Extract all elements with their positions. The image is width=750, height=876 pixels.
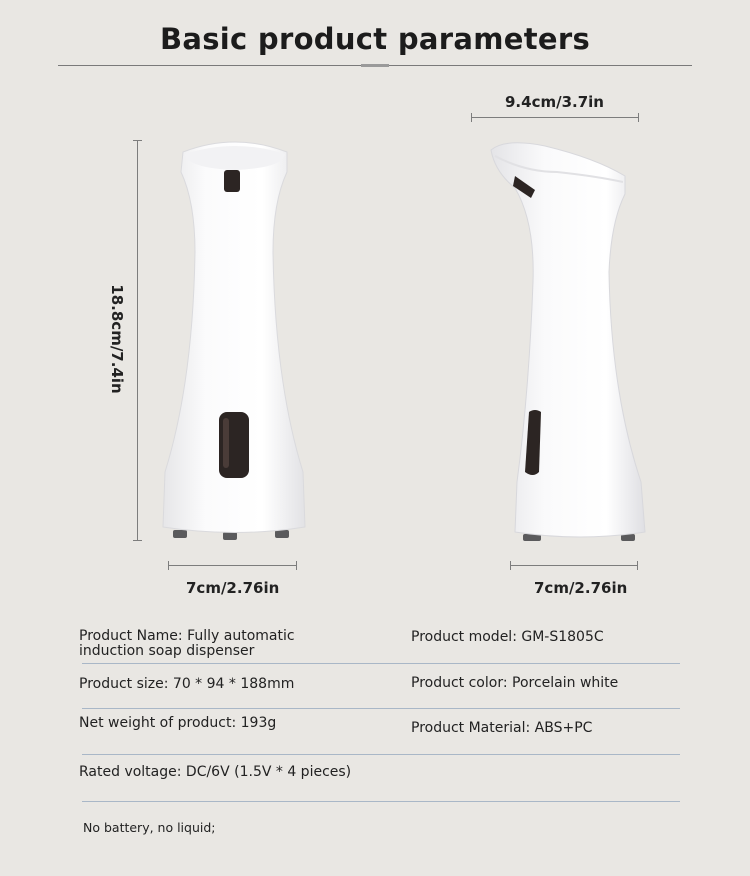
spec-divider-2 xyxy=(82,708,680,709)
height-dimension-tick-top xyxy=(133,140,142,141)
side-width-tick-left xyxy=(510,561,511,570)
front-width-tick-right xyxy=(296,561,297,570)
side-width-tick-right xyxy=(637,561,638,570)
product-size-spec: Product size: 70 * 94 * 188mm xyxy=(79,676,295,692)
product-model-spec: Product model: GM-S1805C xyxy=(411,629,604,645)
front-width-tick-left xyxy=(168,561,169,570)
front-view-dispenser-image xyxy=(155,132,315,547)
side-depth-label: 9.4cm/3.7in xyxy=(505,93,604,111)
side-width-label: 7cm/2.76in xyxy=(534,579,628,597)
page-title: Basic product parameters xyxy=(159,22,591,56)
product-material-spec: Product Material: ABS+PC xyxy=(411,720,593,736)
spec-divider-1 xyxy=(82,663,680,664)
spec-divider-3 xyxy=(82,754,680,755)
product-name-line1: Product Name: Fully automatic xyxy=(79,628,295,644)
spec-divider-4 xyxy=(82,801,680,802)
net-weight-spec: Net weight of product: 193g xyxy=(79,715,277,731)
height-dimension-line xyxy=(137,140,138,540)
front-width-dimension-line xyxy=(168,565,297,566)
front-width-label: 7cm/2.76in xyxy=(186,579,280,597)
title-divider-mark xyxy=(361,64,389,67)
rated-voltage-spec: Rated voltage: DC/6V (1.5V * 4 pieces) xyxy=(79,764,352,780)
product-name-spec xyxy=(79,629,295,659)
height-dimension-label: 18.8cm/7.4in xyxy=(108,284,126,394)
side-depth-dimension-line xyxy=(471,117,639,118)
height-dimension-tick-bottom xyxy=(133,540,142,541)
product-name-line2: induction soap dispenser xyxy=(79,643,255,659)
product-color-spec: Product color: Porcelain white xyxy=(411,675,619,691)
side-depth-tick-right xyxy=(638,113,639,122)
battery-liquid-note: No battery, no liquid; xyxy=(83,820,216,835)
side-depth-tick-left xyxy=(471,113,472,122)
side-view-dispenser-image xyxy=(485,132,655,547)
side-width-dimension-line xyxy=(510,565,638,566)
